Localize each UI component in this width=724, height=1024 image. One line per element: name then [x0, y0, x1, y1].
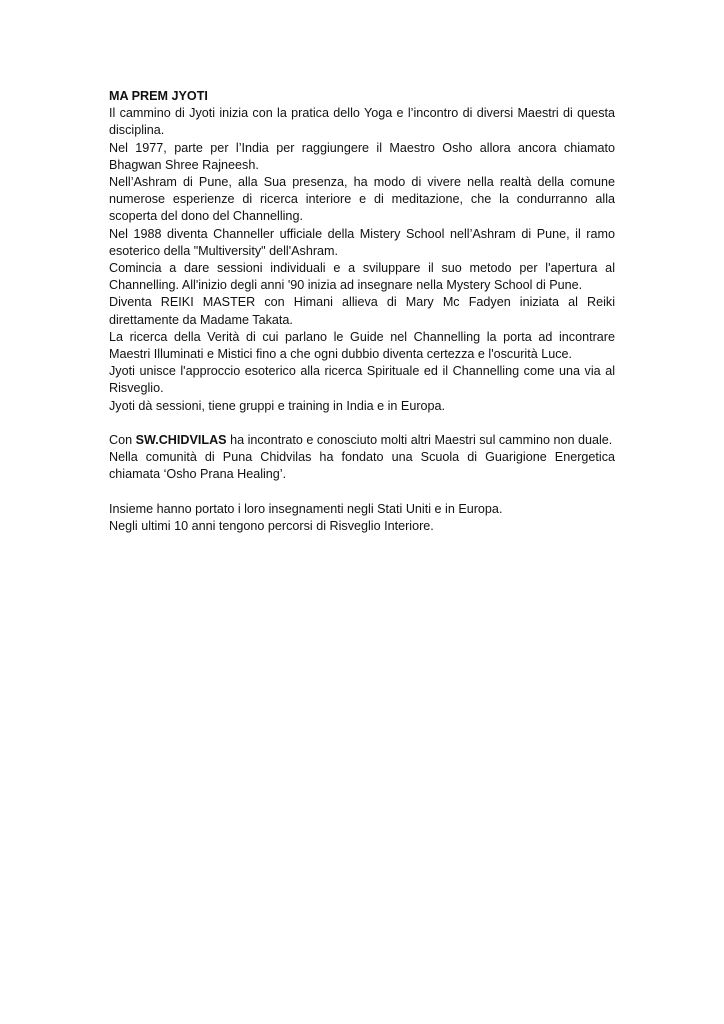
paragraph-teachings: Insieme hanno portato i loro insegnamenti negli Stati Uniti e in Europa. [109, 501, 503, 516]
document-title: MA PREM JYOTI [109, 89, 208, 103]
paragraph-yoga: Il cammino di Jyoti inizia con la pratica dello Yoga e l’incontro di diversi Maestri di questa disciplina. [109, 106, 615, 138]
paragraph-truth: La ricerca della Verità di cui parlano le Guide nel Channelling la porta ad incontrare Maestri Illuminati e Mistici fino a che ogni dubbio diventa certezza e l'oscurità Luce. [109, 329, 615, 362]
paragraph-training: Jyoti dà sessioni, tiene gruppi e training in India e in Europa. [109, 398, 446, 413]
chidvilas-name: SW.CHIDVILAS [135, 433, 227, 448]
paragraph-recent-years: Negli ultimi 10 anni tengono percorsi di Risveglio Interiore. [109, 519, 434, 534]
paragraph-chidvilas [109, 432, 615, 449]
paragraph-ashram: Nell’Ashram di Pune, alla Sua presenza, ha modo di vivere nella realtà della comune numerose esperienze di ricerca interiore e di meditazione, che la condurranno alla scoperta del dono del Channelling. [109, 175, 615, 224]
document-page [109, 88, 615, 535]
paragraph-approach: Jyoti unisce l'approccio esoterico alla ricerca Spirituale ed il Channelling come una via al Risveglio. [109, 364, 615, 396]
paragraph-reiki: Diventa REIKI MASTER con Himani allieva di Mary Mc Fadyen iniziata al Reiki direttamente da Madame Takata. [109, 295, 615, 327]
paragraph-sessions: Comincia a dare sessioni individuali e a sviluppare il suo metodo per l'apertura al Channelling. All'inizio degli anni '90 inizia ad insegnare nella Mystery School di Pune. [109, 261, 615, 293]
paragraph-gap [109, 484, 615, 501]
chidvilas-prefix: Con [109, 433, 136, 448]
paragraph-channeller: Nel 1988 diventa Channeller ufficiale della Mistery School nell’Ashram di Pune, il ramo esoterico della "Multiversity" dell'Ashram. [109, 226, 615, 258]
paragraph-india: Nel 1977, parte per l’India per raggiungere il Maestro Osho allora ancora chiamato Bhagwan Shree Rajneesh. [109, 140, 615, 172]
chidvilas-suffix: ha incontrato e conosciuto molti altri Maestri sul cammino non duale. [226, 433, 613, 448]
paragraph-gap [109, 415, 615, 432]
paragraph-community: Nella comunità di Puna Chidvilas ha fondato una Scuola di Guarigione Energetica chiamata ‘Osho Prana Healing’. [109, 450, 615, 482]
